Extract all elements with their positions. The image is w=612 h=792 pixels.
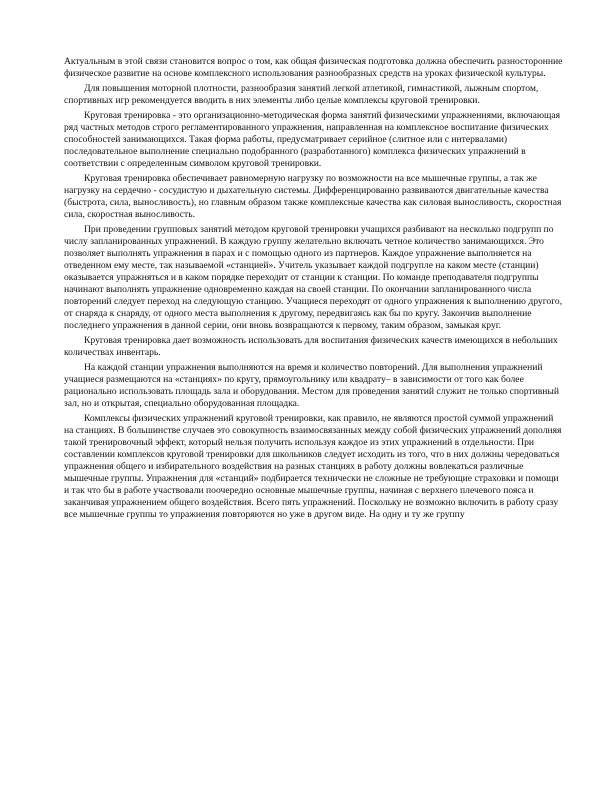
paragraph: Комплексы физических упражнений круговой тренировки, как правило, не являются простой суммой упражнений на станциях. В большинстве случаев это совокупность взаимосвязанных между собой физических упражнений дополняя такой тренировочный эффект, который нельзя получить используя каждое из этих упражнений в отдельности. При составлении комплексов круговой тренировки для школьников следует исходить из того, что в них должны чередоваться упражнения общего и избирательного воздействия на разных станциях в работу должны вовлекаться различные мышечные группы. Упражнения для «станций» подбирается технически не сложные не требующие страховки и помощи и так что бы в работе участвовали поочередно основные мышечные группы, начиная с верхнего плечевого пояса и заканчивая упражнением общего воздействия. Всего пять упражнений. Поскольку не возможно включить в работу сразу все мышечные группы то упражнения повторяются но уже в другом виде. На одну и ту же группу bbox=[64, 413, 562, 520]
paragraph: Круговая тренировка дает возможность использовать для воспитания физических качеств имеющихся в небольших количествах инвентарь. bbox=[64, 335, 558, 358]
paragraph: Круговая тренировка - это организационно-методическая форма занятий физическими упражнениями, включающая ряд частных методов строго регламентированного упражнения, направленная на комплексное воспитание физических способностей занимающихся. Такая форма работы, предусматривает серийное (слитное или с интервалами) последовательное выполнение специально подобранного (разработанного) комплекса физических упражнений в соответствии с определенным символом круговой тренировки. bbox=[64, 110, 561, 169]
document-body bbox=[64, 56, 564, 524]
paragraph: Круговая тренировка обеспечивает равномерную нагрузку по возможности на все мышечные группы, а так же нагрузку на сердечно - сосудистую и дыхательную системы. Дифференцированно развиваются двигательные качества (быстрота, сила, выносливость), но главным образом также комплексные качества как силовая выносливость, скоростная сила, скоростная выносливость. bbox=[64, 173, 562, 220]
paragraph: Для повышения моторной плотности, разнообразия занятий легкой атлетикой, гимнастикой, лыжным спортом, спортивных игр рекомендуется вводить в них элементы либо целые комплексы круговой тренировки. bbox=[64, 83, 539, 106]
paragraph: Актуальным в этой связи становится вопрос о том, как общая физическая подготовка должна обеспечить разносторонние физическое развитие на основе комплексного использования разнообразных средств на уроках физической культуры. bbox=[64, 56, 563, 79]
paragraph: При проведении групповых занятий методом круговой тренировки учащихся разбивают на несколько подгрупп по числу запланированных упражнений. В каждую группу желательно включать четное количество занимающихся. Это позволяет выполнять упражнения в парах и с помощью одного из партнеров. Каждое упражнение выполняется на отведенном ему месте, так называемой «станцией». Учитель указывает каждой подгрупле на каком месте (станции) оказывается упражняться и в каком порядке переходит от станции к станции. По команде преподавателя подгруппы начинают выполнять упражнение одновременно каждая на своей станции. По окончании запланированного числа повторений следует переход на следующую станцию. Учащиеся переходят от одного упражнения к выполнению другого, от снаряда к снаряду, от одного места выполнения к другому, передвигаясь как бы по кругу. Закончив выполнение последнего упражнения в данной серии, они вновь возвращаются к первому, таким образом, замыкая круг. bbox=[64, 224, 563, 331]
paragraph: На каждой станции упражнения выполняются на время и количество повторений. Для выполнения упражнений учащиеся размещаются на «станциях» по кругу, прямоугольнику или квадрату– в зависимости от того как более рационально использовать площадь зала и оборудования. Местом для проведения занятий служит не только спортивный зал, но и открытая, специально оборудованная площадка. bbox=[64, 362, 559, 409]
